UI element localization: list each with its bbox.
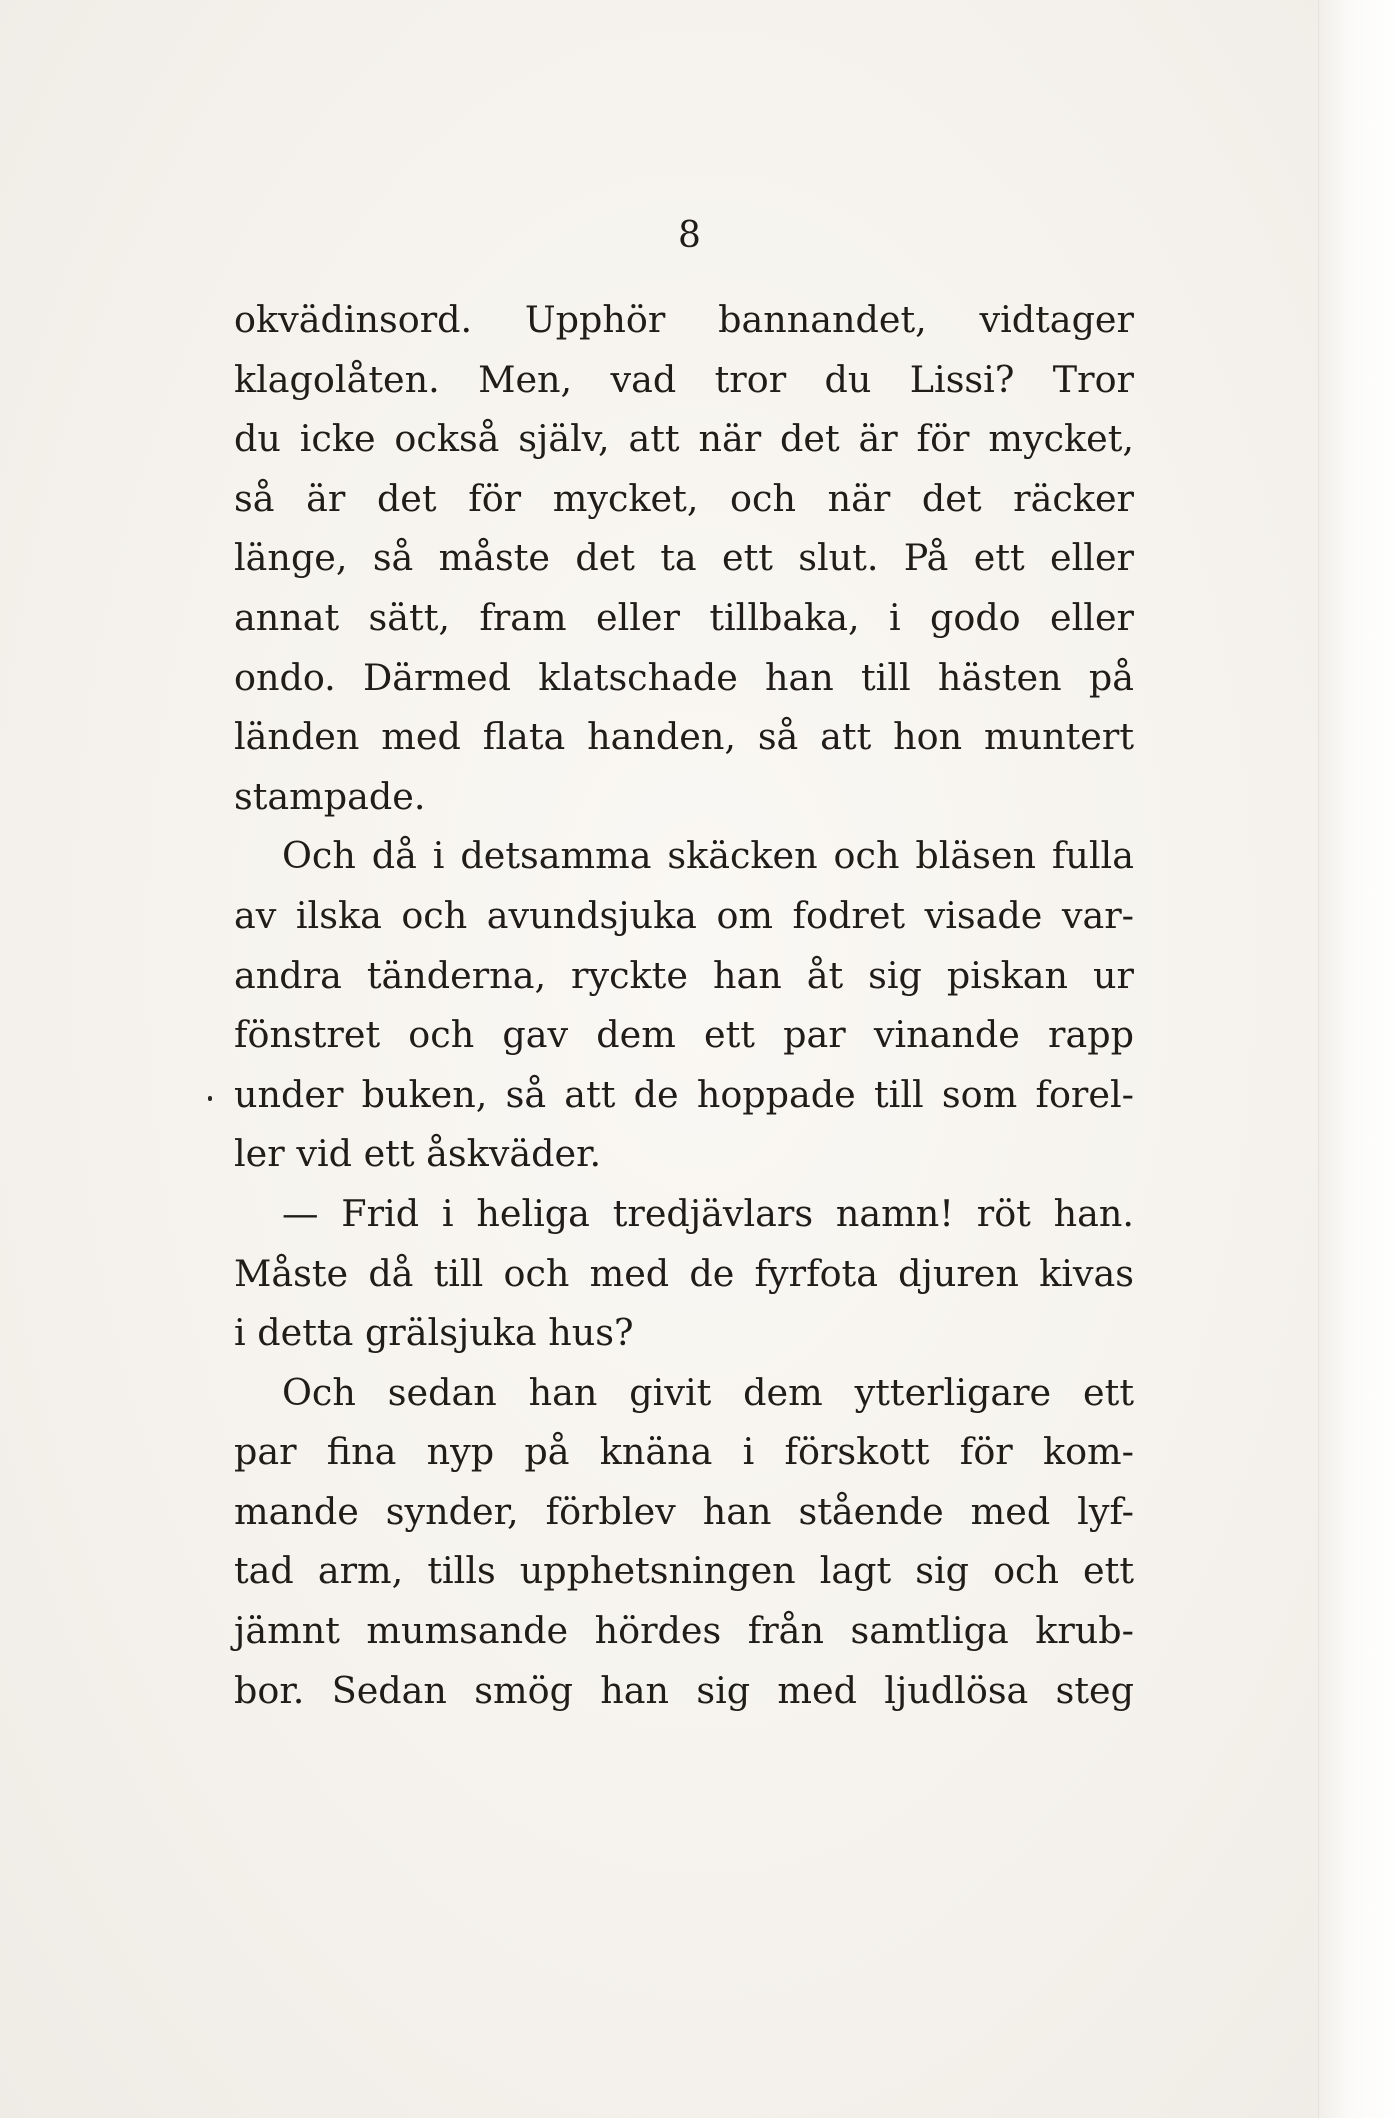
text-line: Och sedan han givit dem ytterligare ett — [282, 1370, 1134, 1414]
text-line: fönstret och gav dem ett par vinande rapp — [234, 1013, 1134, 1057]
text-line: tad arm, tills upphetsningen lagt sig och ett — [234, 1549, 1134, 1593]
text-line: bor. Sedan smög han sig med ljudlösa steg — [234, 1668, 1134, 1712]
text-line: okvädinsord. Upphör bannandet, vidtager — [234, 298, 1134, 341]
page-number: 8 — [678, 215, 702, 256]
text-line: ondo. Därmed klatschade han till hästen på — [234, 655, 1134, 699]
text-line: du icke också själv, att när det är för mycket, — [234, 417, 1134, 461]
text-line: — Frid i heliga tredjävlars namn! röt han. — [282, 1191, 1134, 1235]
text-line: i detta grälsjuka hus? — [234, 1311, 634, 1355]
text-line: mande synder, förblev han stående med lyf- — [234, 1489, 1134, 1533]
text-line: ler vid ett åskväder. — [234, 1132, 602, 1176]
text-line: Måste då till och med de fyrfota djuren kivas — [234, 1251, 1134, 1295]
text-line: länge, så måste det ta ett slut. På ett eller — [234, 536, 1134, 580]
text-line: jämnt mumsande hördes från samtliga krub- — [234, 1609, 1134, 1653]
text-line: Och då i detsamma skäcken och bläsen fulla — [282, 834, 1134, 878]
text-line: andra tänderna, ryckte han åt sig piskan ur — [234, 953, 1134, 997]
text-line: stampade. — [234, 774, 426, 818]
page-edge — [1318, 0, 1400, 2118]
text-line: av ilska och avundsjuka om fodret visade var- — [234, 893, 1134, 937]
text-line: par fina nyp på knäna i förskott för kom- — [234, 1430, 1134, 1474]
text-line: under buken, så att de hoppade till som forel- — [234, 1072, 1134, 1116]
text-line: så är det för mycket, och när det räcker — [234, 476, 1134, 520]
text-line: klagolåten. Men, vad tror du Lissi? Tror — [234, 357, 1134, 401]
text-line: länden med flata handen, så att hon muntert — [234, 715, 1134, 759]
text-line: annat sätt, fram eller tillbaka, i godo eller — [234, 595, 1134, 639]
ink-speck — [208, 1096, 212, 1101]
body-text — [234, 290, 1134, 1720]
